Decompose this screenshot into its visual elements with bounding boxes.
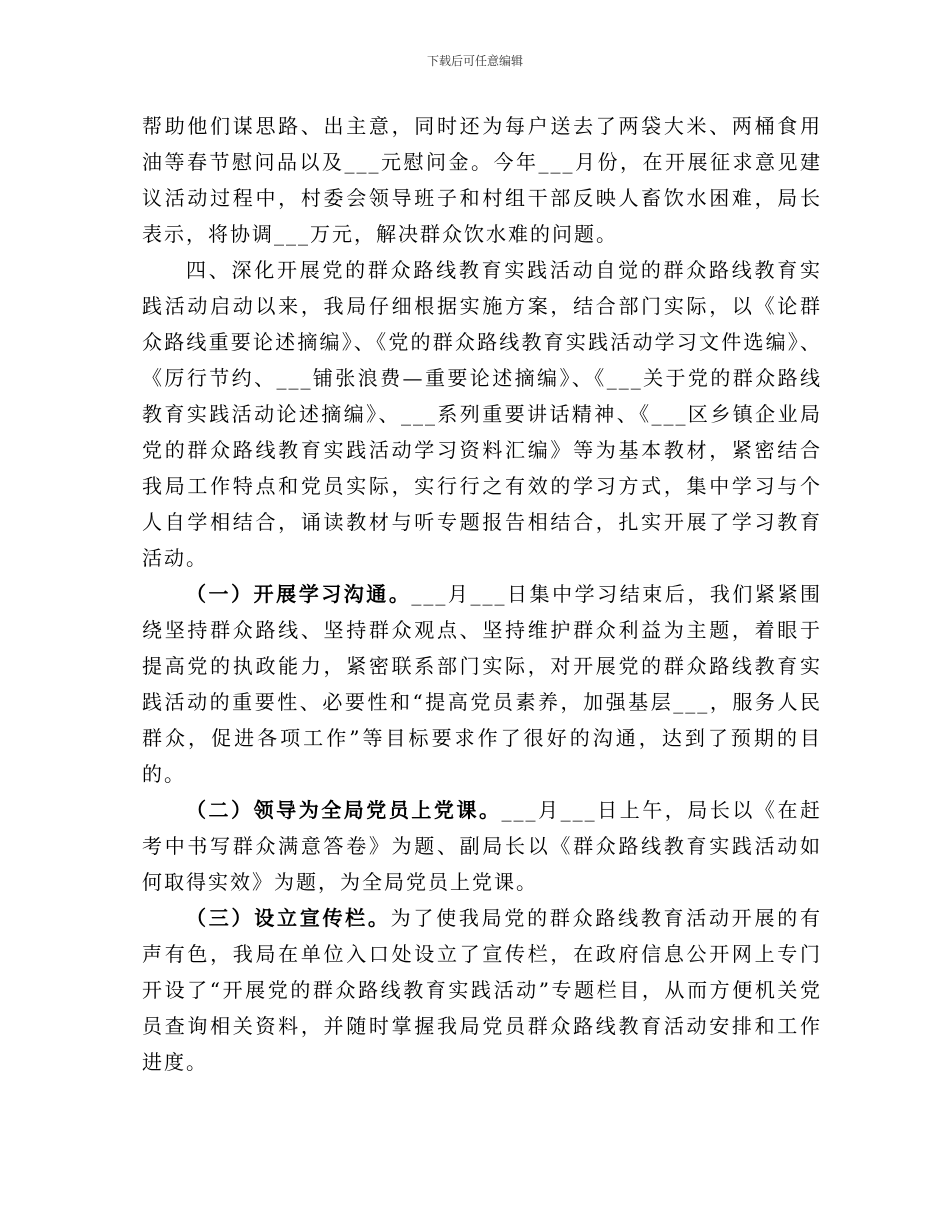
paragraph-text: 为了使我局党的群众路线教育活动开展的有声有色，我局在单位入口处设立了宣传栏，在政府信息公开网上专门开设了“开展党的群众路线教育实践活动”专题栏目，从而方便机关党员查询相关资料，并随时掌握我局党员群众路线教育活动安排和工作进度。 — [142, 906, 823, 1074]
paragraph-text: 四、深化开展党的群众路线教育实践活动自觉的群众路线教育实践活动启动以来，我局仔细根据实施方案，结合部门实际，以《论群众路线重要论述摘编》、《党的群众路线教育实践活动学习文件选编》、《厉行节约、___铺张浪费—重要论述摘编》、《___关于党的群众路线教育实践活动论述摘编》、___系列重要讲话精神、《___区乡镇企业局党的群众路线教育实践活动学习资料汇编》等为基本教材，紧密结合我局工作特点和党员实际，实行行之有效的学习方式，集中学习与个人自学相结合，诵读教材与听专题报告相结合，扎实开展了学习教育活动。 — [142, 258, 822, 570]
paragraph-continuation — [142, 108, 822, 252]
paragraph-text: ___月___日上午，局长以《在赶考中书写群众满意答卷》为题、副局长以《群众路线教育实践活动如何取得实效》为题，为全局党员上党课。 — [142, 798, 823, 894]
paragraph-subsection-two — [142, 792, 822, 900]
subsection-heading: （三）设立宣传栏。 — [186, 906, 391, 930]
subsection-heading: （一）开展学习沟通。 — [186, 582, 412, 606]
paragraph-section-four — [142, 252, 822, 576]
paragraph-text: ___月___日集中学习结束后，我们紧紧围绕坚持群众路线、坚持群众观点、坚持维护群众利益为主题，着眼于提高党的执政能力，紧密联系部门实际，对开展党的群众路线教育实践活动的重要性、必要性和“提高党员素养，加强基层___，服务人民群众，促进各项工作”等目标要求作了很好的沟通，达到了预期的目的。 — [142, 582, 823, 786]
paragraph-subsection-one — [142, 576, 822, 792]
document-body — [142, 108, 822, 1080]
paragraph-text: 帮助他们谋思路、出主意，同时还为每户送去了两袋大米、两桶食用油等春节慰问品以及___元慰问金。今年___月份，在开展征求意见建议活动过程中，村委会领导班子和村组干部反映人畜饮水困难，局长表示，将协调___万元，解决群众饮水难的问题。 — [142, 114, 822, 246]
paragraph-subsection-three — [142, 900, 822, 1080]
page-header: 下载后可任意编辑 — [426, 54, 523, 68]
subsection-heading: （二）领导为全局党员上党课。 — [186, 798, 502, 822]
